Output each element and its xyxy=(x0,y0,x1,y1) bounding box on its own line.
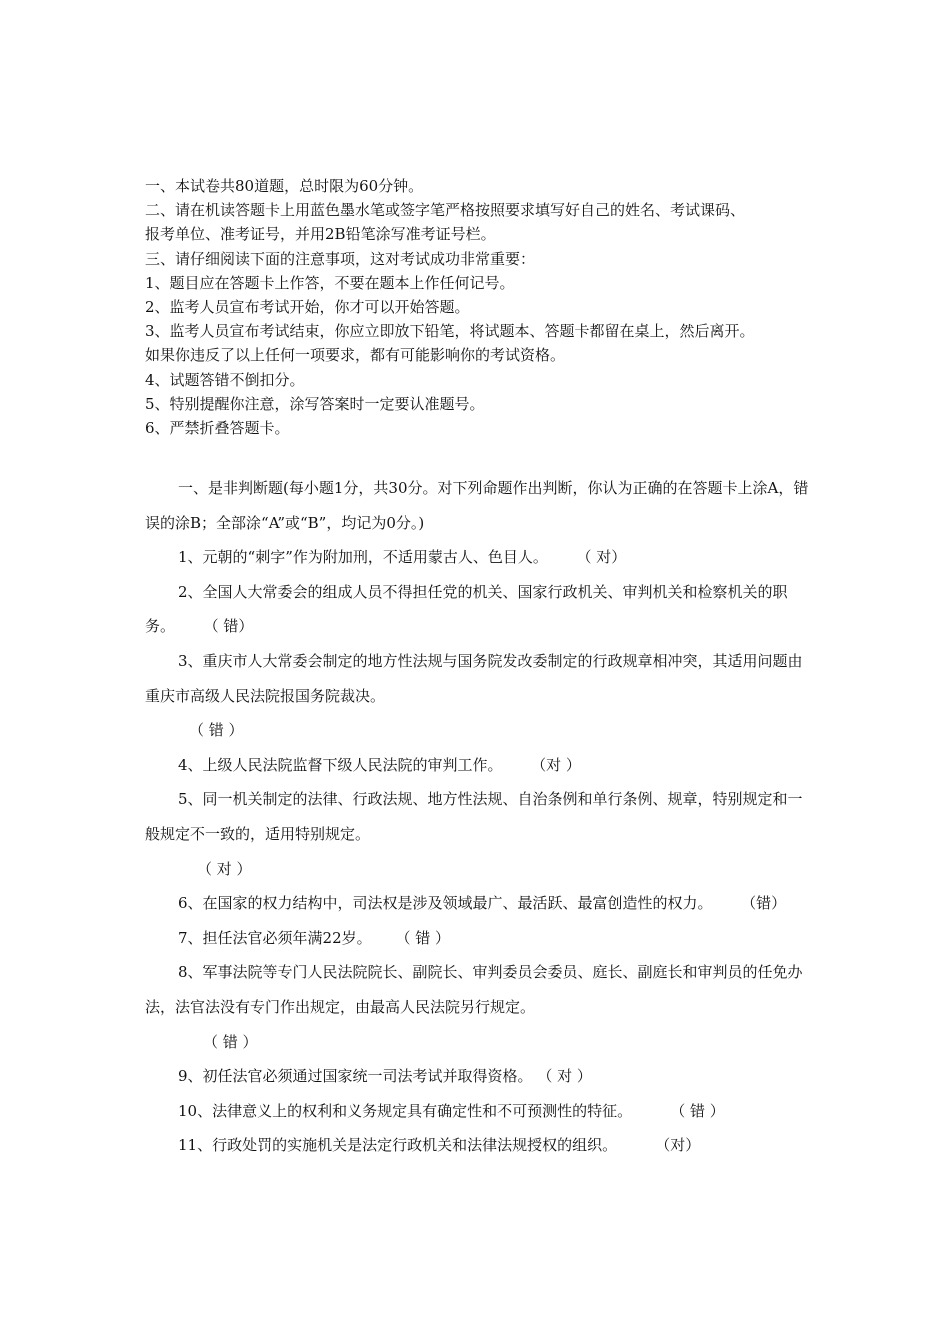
question-item xyxy=(145,540,810,575)
instruction-line: 4、试题答错不倒扣分。 xyxy=(145,370,305,389)
question-answer-line xyxy=(145,852,810,887)
question-answer: （ 错 ） xyxy=(203,1032,258,1051)
question-answer: （ 错） xyxy=(203,617,254,636)
question-item xyxy=(145,1094,810,1129)
instruction-line: 1、题目应在答题卡上作答，不要在题本上作任何记号。 xyxy=(145,273,515,292)
instruction-line: 2、监考人员宣布考试开始，你才可以开始答题。 xyxy=(145,298,470,317)
question-item xyxy=(145,782,810,851)
question-text: 2、全国人大常委会的组成人员不得担任党的机关、国家行政机关、审判机关和检察机关的职务。 xyxy=(145,582,788,636)
question-answer-line xyxy=(145,1025,810,1060)
question-item xyxy=(145,575,810,644)
instruction-line: 5、特别提醒你注意，涂写答案时一定要认准题号。 xyxy=(145,394,485,413)
question-answer-line xyxy=(145,713,810,748)
question-item xyxy=(145,955,810,1024)
instruction-line: 二、请在机读答题卡上用蓝色墨水笔或签字笔严格按照要求填写好自己的姓名、考试课码、 xyxy=(145,201,746,220)
true-false-section xyxy=(145,471,810,1163)
question-text: 10、法律意义上的权利和义务规定具有确定性和不可预测性的特征。 xyxy=(178,1101,633,1120)
question-item xyxy=(145,644,810,713)
instruction-line: 三、请仔细阅读下面的注意事项，这对考试成功非常重要： xyxy=(145,249,536,268)
section-title: 一、是非判断题(每小题1分，共30分。对下列命题作出判断，你认为正确的在答题卡上涂A，错误的涂B；全部涂“A”或“B”，均记为0分。) xyxy=(145,479,809,532)
question-answer: （对 ） xyxy=(531,755,581,774)
question-answer: （ 对） xyxy=(576,548,627,567)
question-text: 3、重庆市人大常委会制定的地方性法规与国务院发改委制定的行政规章相冲突，其适用问题由重庆市高级人民法院报国务院裁决。 xyxy=(145,651,803,705)
question-item xyxy=(145,1128,810,1163)
question-text: 1、元朝的“刺字”作为附加刑，不适用蒙古人、色目人。 xyxy=(178,548,548,567)
question-text: 11、行政处罚的实施机关是法定行政机关和法律法规授权的组织。 xyxy=(178,1136,618,1155)
question-answer: （错） xyxy=(741,894,787,913)
question-item xyxy=(145,921,810,956)
instruction-line: 3、监考人员宣布考试结束，你应立即放下铅笔，将试题本、答题卡都留在桌上，然后离开。 xyxy=(145,322,755,341)
question-text: 6、在国家的权力结构中，司法权是涉及领域最广、最活跃、最富创造性的权力。 xyxy=(178,894,713,913)
question-text: 8、军事法院等专门人民法院院长、副院长、审判委员会委员、庭长、副庭长和审判员的任免办法，法官法没有专门作出规定，由最高人民法院另行规定。 xyxy=(145,963,803,1016)
question-text: 4、上级人民法院监督下级人民法院的审判工作。 xyxy=(178,755,503,774)
question-item xyxy=(145,1059,810,1094)
instruction-line: 如果你违反了以上任何一项要求，都有可能影响你的考试资格。 xyxy=(145,346,566,365)
question-text: 7、担任法官必须年满22岁。 xyxy=(178,928,372,947)
question-answer: （对） xyxy=(655,1136,701,1155)
question-answer: （ 错 ） xyxy=(395,928,451,947)
instruction-line: 6、严禁折叠答题卡。 xyxy=(145,419,290,438)
question-text: 5、同一机关制定的法律、行政法规、地方性法规、自治条例和单行条例、规章，特别规定和一般规定不一致的，适用特别规定。 xyxy=(145,790,803,843)
instruction-line: 报考单位、准考证号，并用2B铅笔涂写准考证号栏。 xyxy=(145,225,496,244)
question-answer: （ 错 ） xyxy=(670,1101,725,1120)
question-text: 9、初任法官必须通过国家统一司法考试并取得资格。 xyxy=(178,1067,533,1086)
question-answer: （ 错 ） xyxy=(189,721,244,740)
question-answer: （ 对 ） xyxy=(197,859,252,878)
question-item xyxy=(145,748,810,783)
instruction-line: 一、本试卷共80道题，总时限为60分钟。 xyxy=(145,177,424,195)
exam-instructions xyxy=(145,174,815,440)
question-item xyxy=(145,886,810,921)
question-answer: （ 对 ） xyxy=(537,1067,592,1086)
